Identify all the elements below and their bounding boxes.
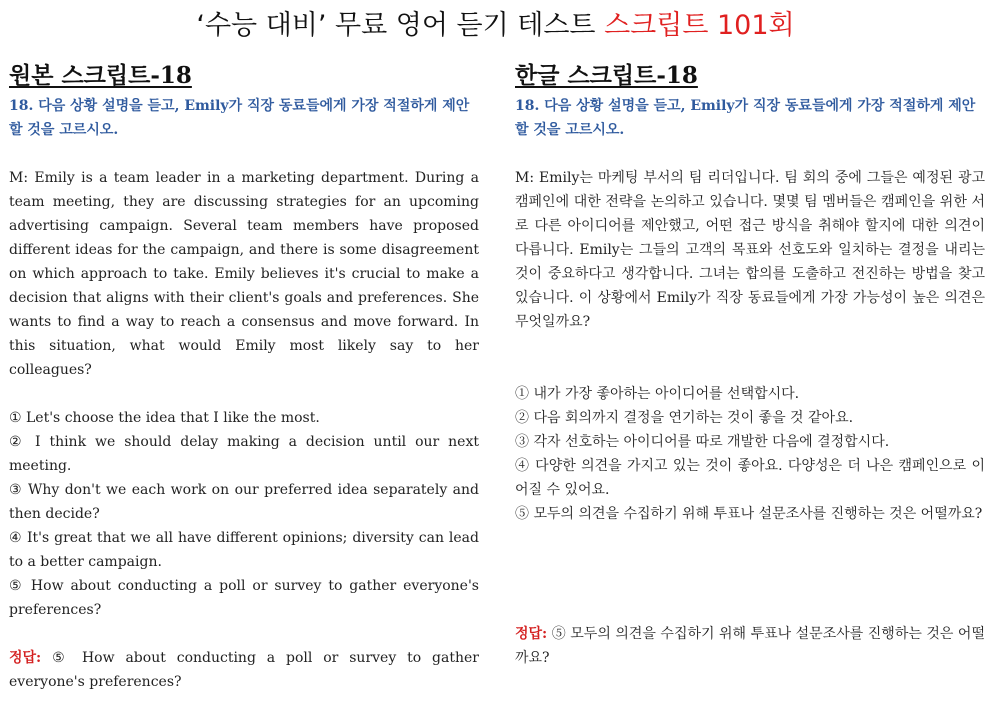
original-option-4: ④ It's great that we all have different opinions; diversity can lead to a better campaign. [9, 530, 479, 570]
korean-options [515, 382, 985, 526]
korean-option-3: ③ 각자 선호하는 아이디어를 따로 개발한 다음에 결정합시다. [515, 434, 890, 450]
spacer [515, 358, 985, 382]
answer-text: ⑤ How about conducting a poll or survey to gather everyone's preferences? [9, 650, 479, 690]
original-question: 18. 다음 상황 설명을 듣고, Emily가 직장 동료들에게 가장 적절하게 제안할 것을 고르시오. [9, 98, 470, 138]
answer-label: 정답: [9, 650, 42, 666]
title-accent: 스크립트 101회 [604, 10, 795, 41]
korean-option-4: ④ 다양한 의견을 가지고 있는 것이 좋아요. 다양성은 더 나은 캠페인으로 이어질 수 있어요. [515, 458, 985, 498]
spacer [9, 622, 479, 646]
original-answer [9, 646, 479, 694]
korean-script-text: M: Emily는 마케팅 부서의 팀 리더입니다. 팀 회의 중에 그들은 예정된 광고 캠페인에 대한 전략을 논의하고 있습니다. 몇몇 팀 멤버들은 캠페인을 위한 서로 다른 아이디어를 제안했고, 어떤 접근 방식을 취해야 할지에 대한 의견이 다릅니다. Emily는 그들의 고객의 목표와 선호도와 일치하는 결정을 내리는 것이 중요하다고 생각합니다. 그녀는 합의를 도출하고 전진하는 방법을 찾고 있습니다. 이 상황에서 Emily가 직장 동료들에게 가장 가능성이 높은 의견은 무엇일까요? [515, 170, 985, 330]
korean-question: 18. 다음 상황 설명을 듣고, Emily가 직장 동료들에게 가장 적절하게 제안할 것을 고르시오. [515, 98, 976, 138]
original-options [9, 406, 479, 622]
korean-answer [515, 622, 985, 670]
original-option-2: ② I think we should delay making a decision until our next meeting. [9, 434, 479, 474]
spacer [515, 526, 985, 622]
answer-label: 정답: [515, 626, 548, 642]
korean-option-1: ① 내가 가장 좋아하는 아이디어를 선택합시다. [515, 386, 800, 402]
korean-script-column [515, 60, 985, 670]
original-script-text: M: Emily is a team leader in a marketing department. During a team meeting, they are discussing strategies for an upcoming advertising campaign. Several team members have proposed different ideas for the campaign, and there is some disagreement on which approach to take. Emily believes it's crucial to make a decision that aligns with their client's goals and preferences. She wants to find a way to reach a consensus and move forward. In this situation, what would Emily most likely say to her colleagues? [9, 170, 479, 378]
korean-script-heading: 한글 스크립트-18 [515, 62, 698, 89]
original-option-3: ③ Why don't we each work on our preferred idea separately and then decide? [9, 482, 479, 522]
korean-option-5: ⑤ 모두의 의견을 수집하기 위해 투표나 설문조사를 진행하는 것은 어떨까요? [515, 506, 983, 522]
original-option-5: ⑤ How about conducting a poll or survey to gather everyone's preferences? [9, 578, 479, 618]
korean-option-2: ② 다음 회의까지 결정을 연기하는 것이 좋을 것 같아요. [515, 410, 854, 426]
original-option-1: ① Let's choose the idea that I like the most. [9, 410, 320, 426]
title-main: ‘수능 대비’ 무료 영어 듣기 테스트 [196, 10, 605, 41]
page-title [0, 8, 991, 44]
original-script-column [9, 60, 479, 694]
spacer [9, 382, 479, 406]
original-script-heading: 원본 스크립트-18 [9, 62, 192, 89]
answer-text: ⑤ 모두의 의견을 수집하기 위해 투표나 설문조사를 진행하는 것은 어떨까요? [515, 626, 985, 666]
spacer [515, 334, 985, 358]
